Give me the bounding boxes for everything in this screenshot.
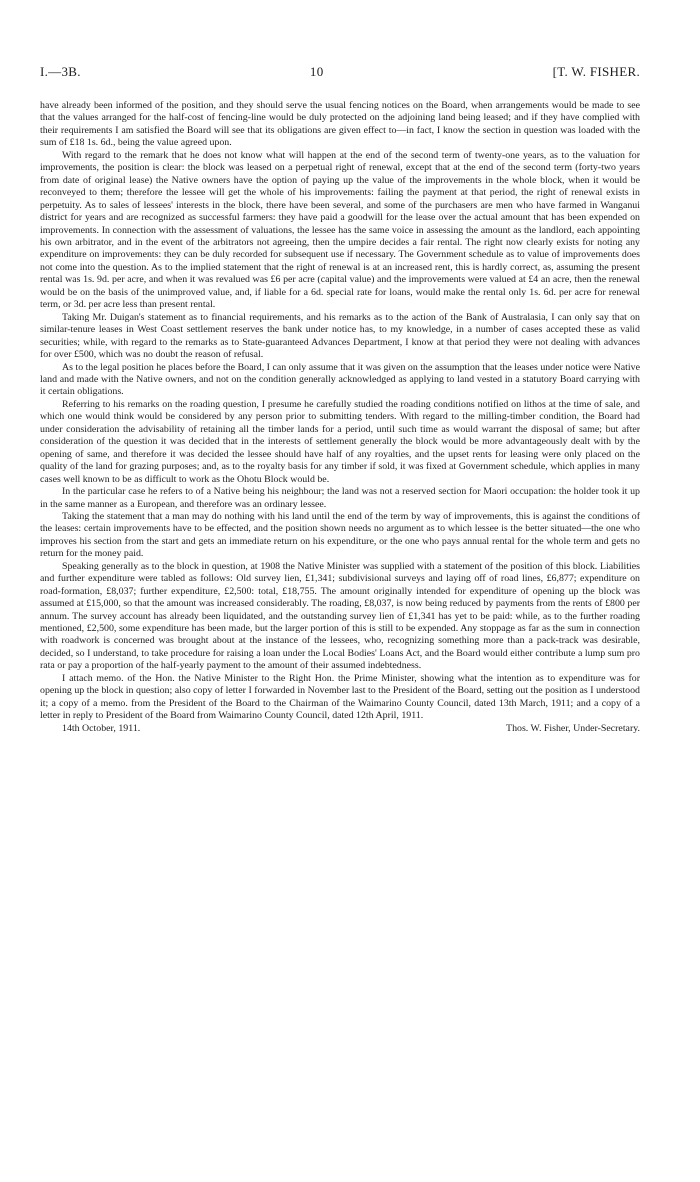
signature: Thos. W. Fisher, Under-Secretary. [506, 722, 640, 734]
document-reference: I.—3B. [40, 64, 81, 79]
document-page [40, 64, 640, 735]
paragraph-roading-question: Referring to his remarks on the roading question, I presume he carefully studied the roading conditions notified on lithos at the time of sale, and which one would think would be considered by any person prior to submitting tenders. With regard to the milling-timber condition, the Board had under consideration the advisability of retaining all the timber lands for a period, until such time as would warrant the disposal of same; but after consideration of the question it was decided that in the interests of settlement generally the block would be more advantageously dealt with by the opening of same, and therefore it was decided the lessee should have half of any royalties, and the upset rents for leasing were only placed on the quality of the land for grazing purposes; and, as to the royalty basis for any timber if sold, it was fixed at Government schedule, which applies in many cases well known to be as difficult to work as the Ohotu Block would be. [40, 398, 640, 485]
paragraph-block-expenditure: Speaking generally as to the block in question, at 1908 the Native Minister was supplied with a statement of the position of this block. Liabilities and further expenditure were tabled as follows: Old survey lien, £1,341; subdivisional surveys and laying off of road lines, £6,877; expenditure on road-formation, £8,037; further expenditure, £2,500: total, £18,755. The amount originally intended for expenditure of opening up the block was assumed at £15,000, so that the amount was increased considerably. The roading, £8,037, is now being reduced by payments from the rents of £800 per annum. The survey account has already been liquidated, and the outstanding survey lien of £1,341 has yet to be paid: while, as to the further roading mentioned, £2,500, some expenditure has been made, but the larger portion of this is still to be expended. Any stoppage as far as the sum in connection with roadwork is concerned was brought about at the instance of the lessees, who, recognizing something more than a pack-track was desirable, decided, so I understand, to take procedure for raising a loan under the Local Bodies' Loans Act, and the Board would either contribute a lump sum pro rata or pay a proportion of the half-yearly payment to the amount of their assumed indebtedness. [40, 560, 640, 672]
closing-line [40, 723, 640, 735]
letter-date: 14th October, 1911. [62, 722, 141, 734]
paragraph-fencing-notices: have already been informed of the position, and they should serve the usual fencing notices on the Board, when arrangements would be made to see that the values arranged for the half-cost of fencing-line would be duly protected on the adjoining land being leased; and if they have complied with their requirements I am satisfied the Board will see that its obligations are given effect to—in fact, I know the section in question was loaded with the sum of £18 1s. 6d., being the value agreed upon. [40, 100, 640, 149]
paragraph-improvements: Taking the statement that a man may do nothing with his land until the end of the term by way of improvements, this is against the conditions of the leases: certain improvements have to be effected, and the position shown needs no argument as to which lessee is the better situated—the one who improves his section from the start and gets an immediate return on his expenditure, or the one who pays annual rental for the whole term and gets no return for the money paid. [40, 510, 640, 560]
paragraph-attachments: I attach memo. of the Hon. the Native Minister to the Right Hon. the Prime Minister, showing what the intention as to expenditure was for opening up the block in question; also copy of letter I forwarded in November last to the President of the Board, setting out the position as I understood it; a copy of a memo. from the President of the Board to the Chairman of the Waimarino County Council, dated 13th March, 1911; and a copy of a letter in reply to President of the Board from Waimarino County Council, dated 12th April, 1911. [40, 672, 640, 722]
paragraph-financial-requirements: Taking Mr. Duigan's statement as to financial requirements, and his remarks as to the action of the Bank of Australasia, I can only say that on similar-tenure leases in West Coast settlement reserves the bank under notice has, to my knowledge, in a number of cases accepted these as valid securities; while, with regard to the remarks as to State-guaranteed Advances Department, I know at that period they were not dealing with advances for over £500, which was no doubt the reason of refusal. [40, 311, 640, 361]
paragraph-legal-position: As to the legal position he places before the Board, I can only assume that it was given on the assumption that the leases under notice were Native land and made with the Native owners, and not on the condition generally acknowledged as applying to land vested in a statutory Board carrying with it certain obligations. [40, 361, 640, 398]
author-attribution: [T. W. FISHER. [552, 64, 640, 79]
paragraph-native-neighbour: In the particular case he refers to of a Native being his neighbour; the land was not a reserved section for Maori occupation: the holder took it up in the same manner as a European, and therefore was an ordinary lessee. [40, 486, 640, 510]
page-header [40, 64, 640, 80]
paragraph-renewal-term: With regard to the remark that he does not know what will happen at the end of the second term of twenty-one years, as to the valuation for improvements, the position is clear: the block was leased on a perpetual right of renewal, except that at the end of the second term (forty-two years from date of original lease) the Native owners have the option of paying up the value of the improvements in the whole block, when it would be reconveyed to them; therefore the lessee will get the whole of his improvements: failing the payment at that period, the right of renewal exists in perpetuity. As to sales of lessees' interests in the block, there have been several, and some of the purchasers are men who have farmed in Wanganui district for years and are recognized as successful farmers: they have paid a goodwill for the lease over the actual amount that has been expended on improvements. In connection with the assessment of valuations, the lessee has the same voice in assessing the amount as the landlord, each appointing his own arbitrator, and in the event of the arbitrators not agreeing, then the umpire decides a fair rental. The right now clearly exists for noting any expenditure on improvements: they can be duly recorded for subsequent use if necessary. The Government schedule as to value of improvements does not come into the question. As to the implied statement that the right of renewal is at an increased rent, this is hardly correct, as, assuming the present rental was 1s. 9d. per acre, and when it was revalued was £6 per acre (capital value) and the improvements were valued at £4 an acre, then the renewal would be on the basis of the unimproved value, and, if liable for a 6d. special rate for loans, would make the rental only 1s. 6d. per acre for renewal term, or 3d. per acre less than present rental. [40, 149, 640, 311]
body-text [40, 100, 640, 723]
page-number: 10 [309, 64, 324, 79]
